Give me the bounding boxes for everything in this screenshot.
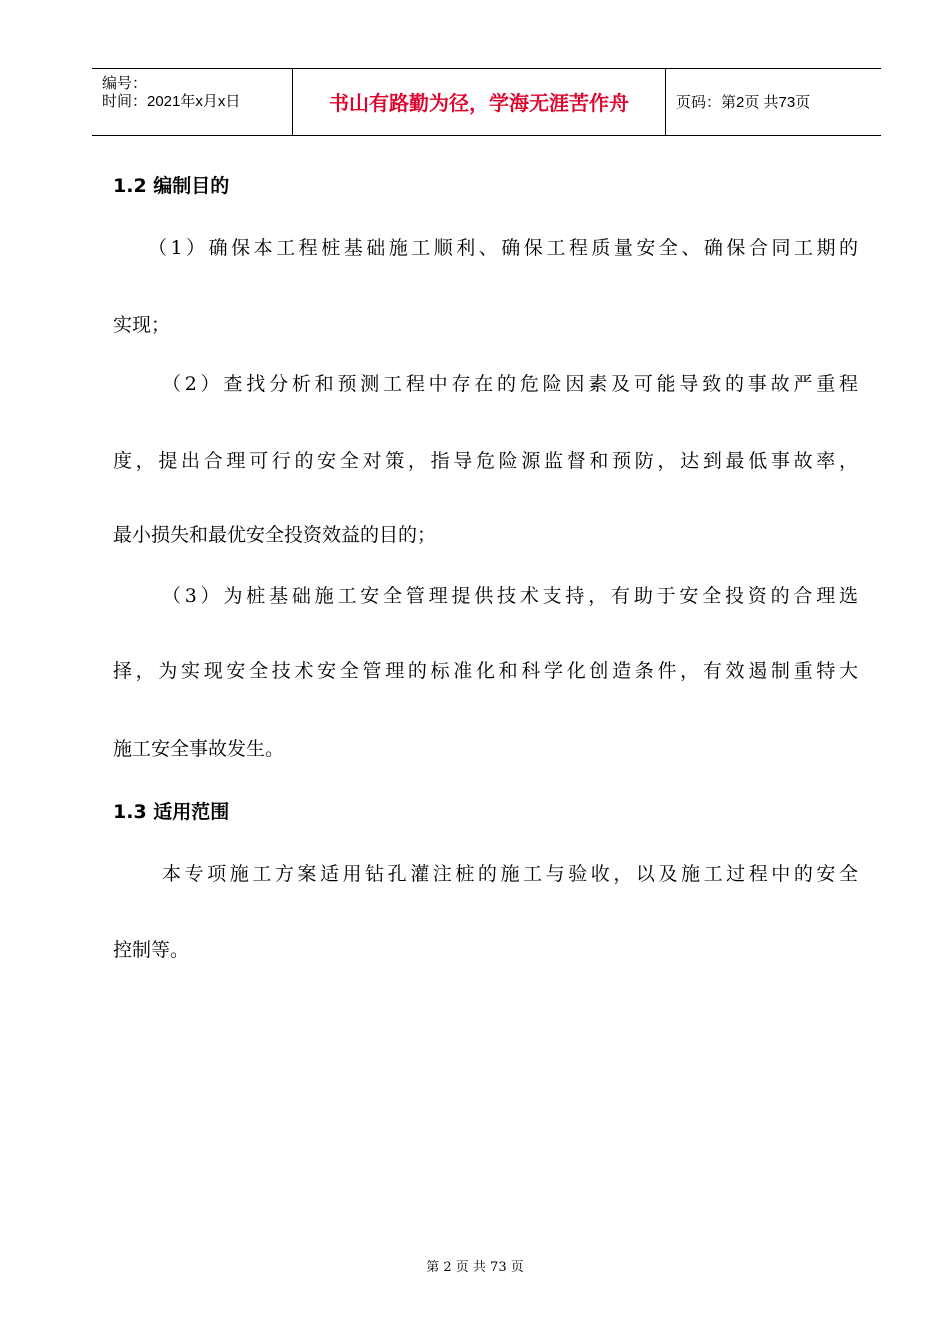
doc-number-label: 编号： xyxy=(102,75,148,92)
paragraph-line: （1）确保本工程桩基础施工顺利、确保工程质量安全、确保合同工期的 xyxy=(148,237,858,259)
paragraph-line: 择，为实现安全技术安全管理的标准化和科学化创造条件，有效遏制重特大 xyxy=(113,660,858,682)
paragraph-line: 最小损失和最优安全投资效益的目的； xyxy=(113,524,437,546)
header-motto-cell xyxy=(293,69,666,135)
header-meta-cell xyxy=(92,69,293,135)
paragraph-line: （3）为桩基础施工安全管理提供技术支持，有助于安全投资的合理选 xyxy=(162,585,858,607)
header-page-info: 页码：第2页 共73页 xyxy=(676,94,811,111)
page-header xyxy=(92,68,881,136)
section-heading-1-3: 1.3 适用范围 xyxy=(113,801,230,823)
paragraph-line: 实现； xyxy=(113,314,171,336)
motto-text: 书山有路勤为径，学海无涯苦作舟 xyxy=(329,91,629,115)
page-footer: 第 2 页 共 73 页 xyxy=(426,1260,524,1275)
doc-time-label: 时间：2021年x月x日 xyxy=(102,93,241,110)
header-page-cell xyxy=(666,69,881,135)
paragraph-line: 施工安全事故发生。 xyxy=(113,738,285,760)
paragraph-line: 控制等。 xyxy=(113,939,190,961)
paragraph-line: 本专项施工方案适用钻孔灌注桩的施工与验收，以及施工过程中的安全 xyxy=(162,863,858,885)
paragraph-line: （2）查找分析和预测工程中存在的危险因素及可能导致的事故严重程 xyxy=(162,373,858,395)
section-heading-1-2: 1.2 编制目的 xyxy=(113,175,230,197)
paragraph-line: 度，提出合理可行的安全对策，指导危险源监督和预防，达到最低事故率， xyxy=(113,450,858,472)
